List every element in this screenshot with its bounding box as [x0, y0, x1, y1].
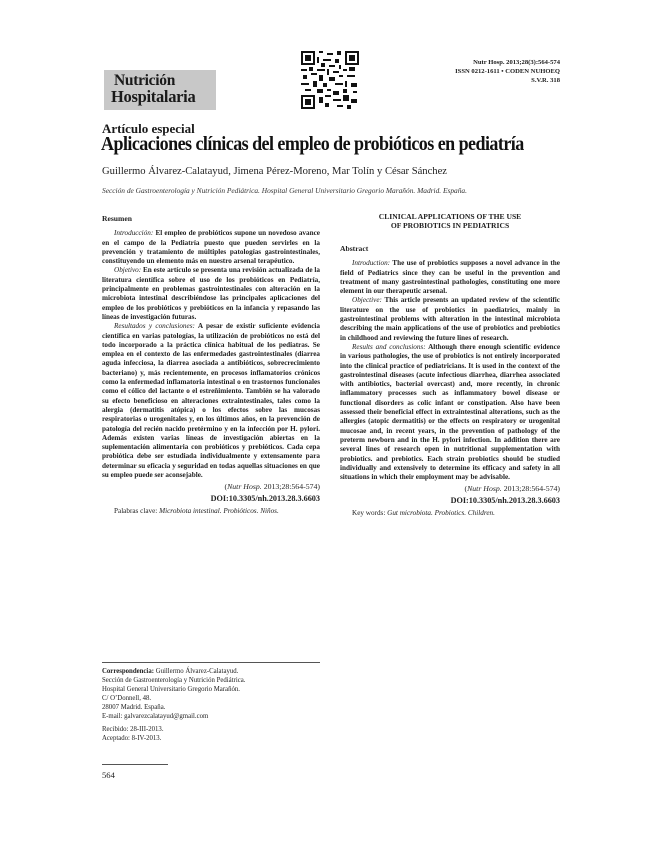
abstract-keywords	[340, 509, 560, 518]
abstract-heading: Abstract	[340, 244, 369, 253]
journal-svr: S.V.R. 318	[531, 77, 560, 84]
correspondence-line-5: 28007 Madrid. España.	[102, 703, 166, 711]
resumen-cite-ref: 2013;28:564-574)	[263, 482, 320, 492]
abstract-cite-journal: Nutr Hosp.	[467, 484, 502, 494]
abstract-intro	[340, 259, 560, 296]
resumen-intro-lead: Introducción:	[114, 229, 154, 238]
correspondence-block	[102, 668, 332, 721]
resumen-cite-journal: Nutr Hosp.	[227, 482, 262, 492]
resumen-intro-text: El empleo de probióticos supone un novedoso avance en el campo de la Pediatría puesto que pueden servirles en la prevención y tratamiento de múltiples patologías gastrointestinales, constituyendo un elemento más en nuestro arsenal terapéutico.	[102, 229, 320, 266]
abstract-intro-text: The use of probiotics supposes a novel advance in the field of Pediatrics since they can be useful in the prevention and treatment of many gastrointestinal pathologies, constituting one more element in our therapeutic arsenal.	[340, 259, 560, 296]
abstract-cite-open: (	[464, 484, 468, 494]
abstract-doi: DOI:10.3305/nh.2013.28.3.6603	[450, 495, 560, 505]
authors: Guillermo Álvarez-Calatayud, Jimena Pérez-Moreno, Mar Tolín y César Sánchez	[102, 166, 448, 177]
english-title-line-1: CLINICAL APPLICATIONS OF THE USE	[378, 212, 522, 221]
journal-logo	[104, 70, 216, 110]
resumen-keywords	[102, 507, 320, 516]
abstract-keywords-label: Key words:	[352, 509, 386, 518]
abstract-results-text: Although there enough scientific evidence in various pathologies, the use of probiotics is not entirely incorporated into the clinical practice of pediatricians. It is used in the context of the gastrointestinal diseases (acute infectious diarrhea, diarrhea associated with antibiotics, bacterial overcast) and, more recently, in chronic inflammatory processes such as inflammatory bowel disease or functional disorders as colic infant or constipation. Also have been assessed their beneficial effect in extraintestinal alterations, such as the allergies (atopic dermatitis) or the effects on respiratory or urogenital mucosae and, in recent years, in the prevention of pathology of the preterm newborn and in the H. pylori infection. In addition there are several lines of research open in nutritional supplementation with probiotics. and prebiotics. Each strain probiotics should be studied individually and extensively to determine its efficacy and safety in all situations in which their employment may be advisable.	[340, 342, 561, 482]
english-title	[340, 212, 560, 230]
abstract-results-lead: Results and conclusions:	[352, 342, 426, 351]
correspondence-divider	[102, 662, 320, 663]
abstract-cite-ref: 2013;28:564-574)	[503, 484, 560, 494]
resumen-intro	[102, 229, 320, 266]
abstract-objective-text: This article presents an updated review of the scientific literature on the use of probiotics in paediatrics, mainly in gastrointestinal problems with alteration in the intestinal microbiota describing the main applications of the use of probiotics and prebiotics in childhood and reviewing the future lines of research.	[340, 296, 560, 342]
accepted-date: Aceptado: 8-IV-2013.	[102, 734, 162, 742]
correspondence-label: Correspondencia:	[102, 668, 154, 675]
resumen-results-lead: Resultados y conclusiones:	[114, 322, 195, 331]
resumen-column	[102, 214, 320, 516]
abstract-column	[340, 212, 560, 518]
logo-line-1: Nutrición	[114, 72, 176, 89]
correspondence-line-4: C/ O’Donnell, 48.	[102, 694, 152, 702]
abstract-objective	[340, 296, 560, 342]
journal-issn: ISSN 0212-1611 • CODEN NUHOEQ	[455, 68, 560, 75]
article-title: Aplicaciones clínicas del empleo de probióticos en pediatría	[101, 134, 524, 155]
footer-divider	[102, 764, 168, 765]
resumen-objective-lead: Objetivo:	[114, 266, 142, 275]
qr-code-icon	[301, 51, 359, 109]
resumen-cite-open: (	[224, 482, 228, 492]
correspondence-line-2: Sección de Gastroenterología y Nutrición Pediátrica.	[102, 676, 246, 684]
received-date: Recibido: 28-III-2013.	[102, 726, 164, 733]
resumen-heading: Resumen	[102, 214, 132, 223]
page-number: 564	[102, 770, 115, 780]
correspondence-email: E-mail: galvarezcalatayud@gmail.com	[102, 712, 209, 720]
resumen-results	[102, 322, 320, 480]
resumen-keywords-value: Microbiota intestinal. Probióticos. Niños.	[159, 506, 279, 515]
resumen-results-text: A pesar de existir suficiente evidencia científica en varias patologías, la utilización de probióticos no está del todo incorporado a la práctica clínica habitual de los pediatras. Se emplea en el contexto de las enfermedades gastrointestinales (diarrea aguda infecciosa, la diarrea asociada a antibióticos, sobrecrecimiento bacteriano) y, más recientemente, en procesos inflamatorios crónicos como la enfermedad inflamatoria intestinal o en trastornos funcionales como el cólico del lactante o el estreñimiento. También se ha valorado su efecto beneficioso en alteraciones extraintestinales, tales como la alergia (dermatitis atópica) o los efectos sobre las mucosas respiratorias o urogenitales y, en los últimos años, en la prevención de patología del recién nacido pretérmino y en la infección por H. pylori. Además existen varias líneas de investigación abiertas en la suplementación alimentaria con probióticos y prebióticos. Cada cepa probiótica debe ser estudiada individualmente y extensamente para determinar su eficacia y seguridad en todas aquellas situaciones en que su empleo puede ser aconsejable.	[102, 322, 320, 480]
correspondence-name: Guillermo Álvarez-Calatayud.	[155, 668, 239, 675]
abstract-results	[340, 343, 560, 482]
affiliation: Sección de Gastroenterología y Nutrición Pediátrica. Hospital General Universitario Gregorio Marañón. Madrid. España.	[102, 186, 467, 195]
section-label: Artículo especial	[102, 121, 195, 136]
abstract-keywords-value: Gut microbiota. Probiotics. Children.	[387, 509, 495, 518]
resumen-doi: DOI:10.3305/nh.2013.28.3.6603	[210, 493, 320, 503]
english-title-line-2: OF PROBIOTICS IN PEDIATRICS	[390, 221, 510, 230]
abstract-intro-lead: Introduction:	[352, 259, 391, 268]
abstract-objective-lead: Objective:	[352, 296, 382, 305]
resumen-objective-text: En este artículo se presenta una revisión actualizada de la literatura científica sobre el uso de los probióticos en Pediatría, principalmente en problemas gastrointestinales con alteración en la microbiota intestinal describiéndose las principales aplicaciones del empleo de los probióticos y prebióticos en la infancia y repasando las líneas de investigación futuras.	[102, 266, 320, 321]
abstract-citation	[340, 484, 560, 493]
journal-info	[455, 58, 560, 85]
dates-block	[102, 726, 164, 744]
correspondence-line-3: Hospital General Universitario Gregorio Marañón.	[102, 685, 240, 693]
resumen-keywords-label: Palabras clave:	[114, 506, 158, 515]
resumen-citation	[102, 482, 320, 491]
logo-line-2: Hospitalaria	[111, 87, 196, 106]
journal-citation: Nutr Hosp. 2013;28(3):564-574	[473, 59, 560, 66]
resumen-objective	[102, 266, 320, 322]
correspondence-name-line	[102, 668, 332, 677]
